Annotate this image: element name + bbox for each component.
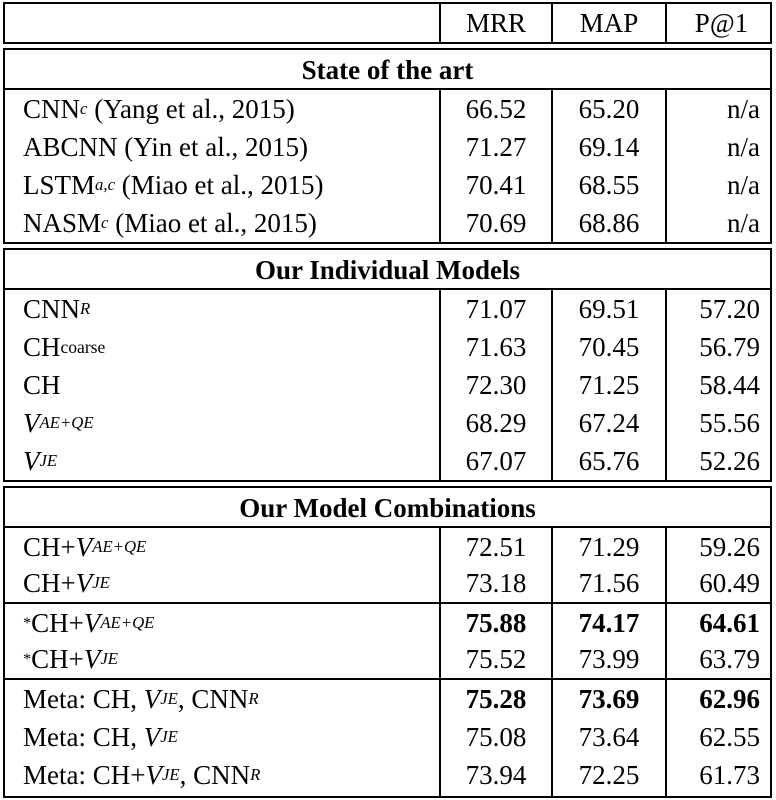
header-mrr: MRR bbox=[465, 7, 527, 38]
model-name: Meta: CH, V JE , CNN R bbox=[23, 683, 259, 714]
mrr-value: 71.63 bbox=[465, 331, 527, 362]
table-row bbox=[5, 756, 770, 794]
map-value: 69.51 bbox=[578, 293, 640, 324]
mrr-value: 73.18 bbox=[465, 567, 527, 598]
model-name: LSTM a,c (Miao et al., 2015) bbox=[23, 169, 324, 200]
table-row bbox=[5, 442, 770, 480]
model-name: CH+ V AE+QE bbox=[23, 531, 147, 562]
table-row bbox=[5, 290, 770, 328]
map-value: 68.86 bbox=[578, 207, 640, 238]
p1-value: 64.61 bbox=[699, 607, 760, 638]
mrr-value: 66.52 bbox=[465, 93, 527, 124]
map-value: 67.24 bbox=[578, 407, 640, 438]
table-row bbox=[5, 90, 770, 128]
section-title: State of the art bbox=[301, 54, 474, 85]
section-individual-models bbox=[3, 248, 772, 482]
p1-value: 62.96 bbox=[699, 683, 760, 714]
mrr-value: 75.28 bbox=[465, 683, 527, 714]
p1-value: 63.79 bbox=[699, 643, 760, 674]
p1-value: 59.26 bbox=[699, 531, 760, 562]
model-name: V JE bbox=[23, 445, 58, 476]
p1-value: n/a bbox=[727, 93, 760, 124]
table-row bbox=[5, 404, 770, 442]
mrr-value: 73.94 bbox=[465, 759, 527, 790]
map-value: 65.20 bbox=[578, 93, 640, 124]
map-value: 71.29 bbox=[578, 531, 640, 562]
map-value: 71.25 bbox=[578, 369, 640, 400]
mrr-value: 71.27 bbox=[465, 131, 527, 162]
map-value: 73.64 bbox=[578, 721, 640, 752]
mrr-value: 75.52 bbox=[465, 643, 527, 674]
header-map: MAP bbox=[579, 7, 639, 38]
map-value: 68.55 bbox=[578, 169, 640, 200]
mrr-value: 70.41 bbox=[465, 169, 527, 200]
model-name: CH bbox=[23, 369, 61, 400]
mrr-value: 75.08 bbox=[465, 721, 527, 752]
mrr-value: 71.07 bbox=[465, 293, 527, 324]
p1-value: 52.26 bbox=[699, 445, 760, 476]
section-state-of-the-art bbox=[3, 48, 772, 244]
model-name: CNN R bbox=[23, 293, 91, 324]
section-model-combinations bbox=[3, 486, 772, 798]
table-row bbox=[5, 366, 770, 404]
p1-value: 58.44 bbox=[699, 369, 760, 400]
table-row bbox=[5, 640, 770, 678]
table-row bbox=[5, 328, 770, 366]
p1-value: n/a bbox=[727, 169, 760, 200]
table-row bbox=[5, 204, 770, 242]
table-row bbox=[5, 680, 770, 718]
model-name: NASM c (Miao et al., 2015) bbox=[23, 207, 317, 238]
section-title: Our Model Combinations bbox=[239, 492, 536, 523]
model-name: CH coarse bbox=[23, 331, 106, 362]
p1-value: 55.56 bbox=[699, 407, 760, 438]
mrr-value: 75.88 bbox=[465, 607, 527, 638]
p1-value: n/a bbox=[727, 131, 760, 162]
table-row bbox=[5, 718, 770, 756]
table-header bbox=[3, 2, 772, 44]
p1-value: 56.79 bbox=[699, 331, 760, 362]
mrr-value: 68.29 bbox=[465, 407, 527, 438]
p1-value: 61.73 bbox=[699, 759, 760, 790]
section-title: Our Individual Models bbox=[254, 254, 521, 285]
map-value: 71.56 bbox=[578, 567, 640, 598]
header-p1: P@1 bbox=[694, 7, 749, 38]
map-value: 65.76 bbox=[578, 445, 640, 476]
mrr-value: 72.30 bbox=[465, 369, 527, 400]
map-value: 74.17 bbox=[578, 607, 640, 638]
p1-value: 60.49 bbox=[699, 567, 760, 598]
table-row bbox=[5, 166, 770, 204]
model-name: Meta: CH+ V JE , CNN R bbox=[23, 759, 261, 790]
map-value: 73.99 bbox=[578, 643, 640, 674]
model-name: * CH+ V JE bbox=[23, 643, 118, 674]
p1-value: 57.20 bbox=[699, 293, 760, 324]
table-row bbox=[5, 528, 770, 566]
mrr-value: 70.69 bbox=[465, 207, 527, 238]
model-name: Meta: CH, V JE bbox=[23, 721, 178, 752]
model-name: CH+ V JE bbox=[23, 567, 110, 598]
mrr-value: 67.07 bbox=[465, 445, 527, 476]
p1-value: n/a bbox=[727, 207, 760, 238]
model-name: CNN c (Yang et al., 2015) bbox=[23, 93, 295, 124]
map-value: 72.25 bbox=[578, 759, 640, 790]
map-value: 73.69 bbox=[578, 683, 640, 714]
model-name: ABCNN (Yin et al., 2015) bbox=[23, 131, 308, 162]
table-row bbox=[5, 564, 770, 602]
map-value: 69.14 bbox=[578, 131, 640, 162]
table-row bbox=[5, 128, 770, 166]
map-value: 70.45 bbox=[578, 331, 640, 362]
mrr-value: 72.51 bbox=[465, 531, 527, 562]
model-name: V AE+QE bbox=[23, 407, 94, 438]
model-name: * CH+ V AE+QE bbox=[23, 607, 155, 638]
p1-value: 62.55 bbox=[699, 721, 760, 752]
table-row bbox=[5, 604, 770, 642]
